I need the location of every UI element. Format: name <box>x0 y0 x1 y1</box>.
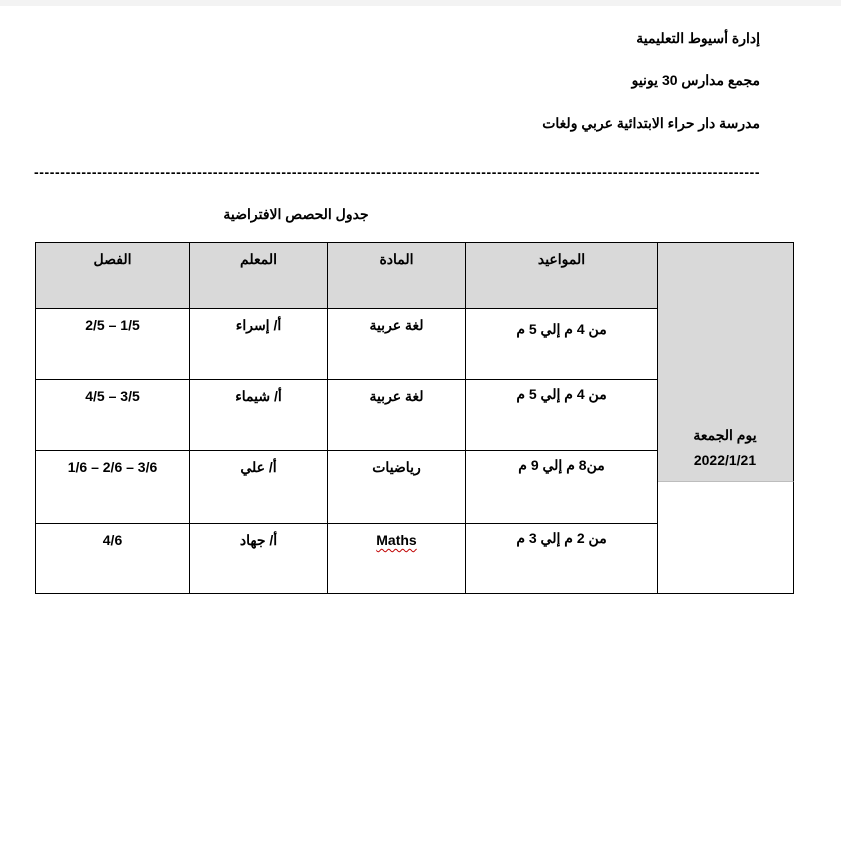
table-row-1-time: من 4 م إلي 5 م <box>465 308 658 380</box>
table-row-2-teacher: أ/ شيماء <box>189 379 328 451</box>
day-cell-lower <box>657 481 794 594</box>
top-strip <box>0 0 841 6</box>
column-header-teacher: المعلم <box>189 242 328 309</box>
table-row-4-teacher: أ/ جهاد <box>189 523 328 594</box>
table-row-4-time: من 2 م إلي 3 م <box>465 523 658 594</box>
table-row-4-class: 4/6 <box>35 523 190 594</box>
table-row-2-time: من 4 م إلي 5 م <box>465 379 658 451</box>
table-caption: جدول الحصص الافتراضية <box>223 206 369 222</box>
day-date: 2022/1/21 <box>693 452 757 468</box>
day-label <box>660 423 790 473</box>
table-row-3-subject: رياضيات <box>327 450 466 524</box>
table-row-3-teacher: أ/ علي <box>189 450 328 524</box>
column-header-time: المواعيد <box>465 242 658 309</box>
table-row-3-time: من8 م إلي 9 م <box>465 450 658 524</box>
table-row-4-subject-cell <box>327 523 466 594</box>
column-header-class: الفصل <box>35 242 190 309</box>
school-name-title: مدرسة دار حراء الابتدائية عربي ولغات <box>542 115 760 131</box>
directorate-title: إدارة أسيوط التعليمية <box>636 30 760 46</box>
day-name: يوم الجمعة <box>693 427 757 443</box>
separator-line: ------------------------------------------------------------------------------------------------------------------------------------------ <box>34 164 761 180</box>
column-header-subject: المادة <box>327 242 466 309</box>
table-row-1-teacher: أ/ إسراء <box>189 308 328 380</box>
table-row-4-subject: Maths <box>376 532 417 548</box>
table-row-1-subject: لغة عربية <box>327 308 466 380</box>
table-row-1-class: 1/5 – 2/5 <box>35 308 190 380</box>
table-row-3-class: 1/6 – 2/6 – 3/6 <box>35 450 190 524</box>
table-row-2-class: 3/5 – 4/5 <box>35 379 190 451</box>
school-complex-title: مجمع مدارس 30 يونيو <box>631 72 760 88</box>
table-row-2-subject: لغة عربية <box>327 379 466 451</box>
